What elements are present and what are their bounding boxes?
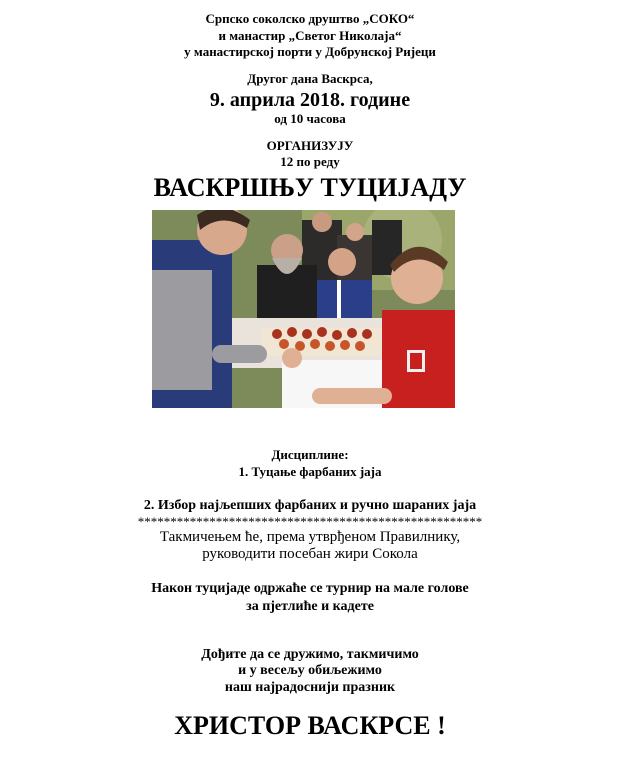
- discipline-item-1: 1. Туцање фарбаних јаја: [238, 464, 382, 479]
- organizers-label: ОРГАНИЗУЈУ: [266, 138, 354, 153]
- event-photo: [152, 210, 455, 408]
- event-time: од 10 часова: [274, 111, 346, 126]
- header-monastery: и манастир „Светог Николаја“: [218, 28, 402, 43]
- tournament-line-1: Након туцијаде одржаће се турнир на мале голове: [151, 581, 469, 596]
- event-date: 9. априла 2018. године: [209, 89, 411, 111]
- jury-line-1: Такмичењем ће, према утврђеном Правилнику,: [159, 529, 461, 545]
- header-location: у манастирској порти у Добрунској Ријеци: [184, 44, 436, 59]
- tournament-line-2: за пјетлиће и кадете: [246, 599, 374, 614]
- discipline-item-2: 2. Избор најљепших фарбаних и ручно шараних јаја: [143, 498, 477, 513]
- photo-children-egg-tapping-icon: [152, 210, 455, 408]
- jury-line-2: руководити посебан жири Сокола: [202, 546, 418, 562]
- header-organization: Српско соколско друштво „СОКО“: [205, 11, 415, 26]
- invitation-line-2: и у весељу обиљежимо: [238, 663, 382, 678]
- event-title: ВАСКРШЊУ ТУЦИЈАДУ: [153, 173, 467, 202]
- event-day: Другог дана Васкрса,: [247, 71, 373, 86]
- disciplines-heading: Дисциплине:: [271, 447, 349, 462]
- invitation-line-3: наш најрадоснији празник: [224, 680, 396, 695]
- invitation-line-1: Дођите да се дружимо, такмичимо: [201, 647, 419, 662]
- edition-label: 12 по реду: [280, 154, 340, 169]
- closing-greeting: ХРИСТОР ВАСКРСЕ !: [174, 711, 446, 740]
- separator: *****************************************************: [137, 514, 483, 529]
